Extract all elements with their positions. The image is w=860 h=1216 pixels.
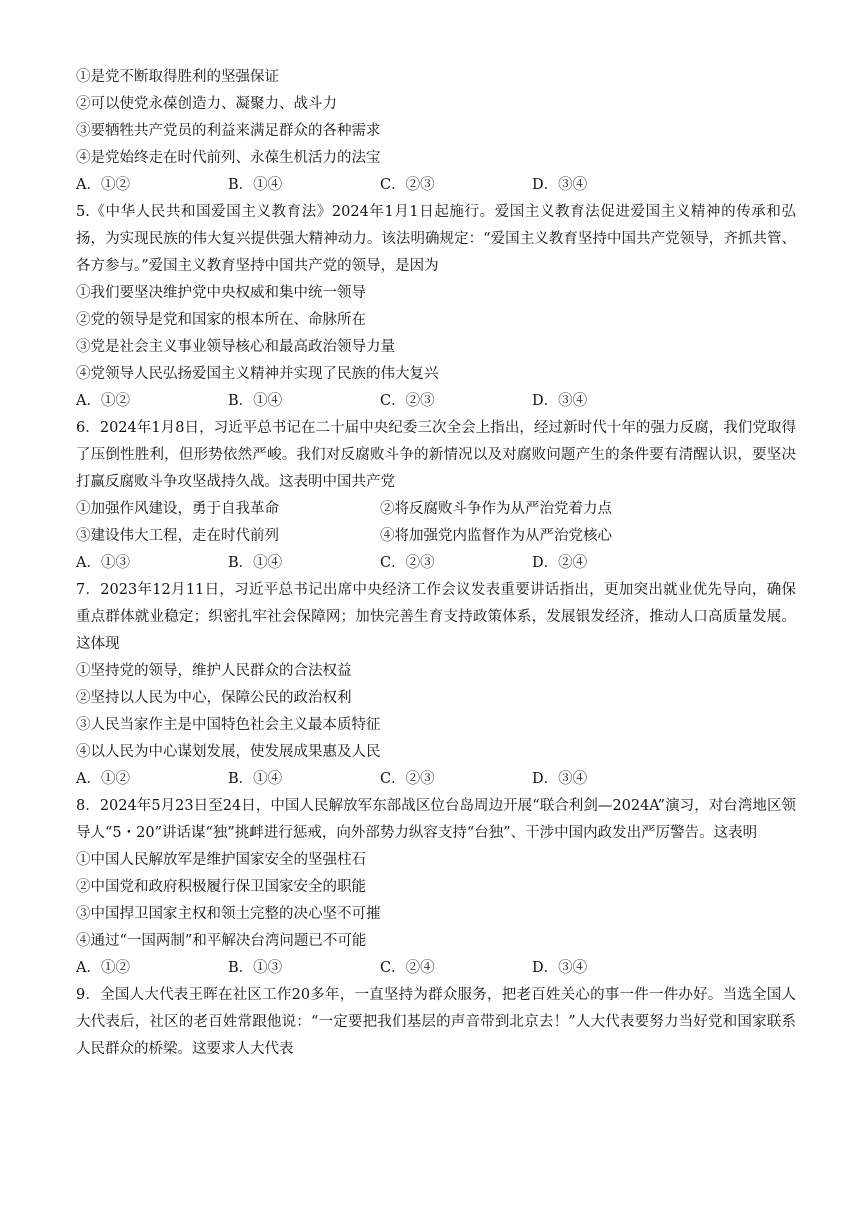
q8-item-3: ③中国捍卫国家主权和领土完整的决心坚不可摧 <box>76 906 381 922</box>
q6-option-a: A．①③ <box>76 555 130 571</box>
q6-item-1: ①加强作风建设，勇于自我革命 <box>76 501 279 517</box>
q4-options <box>76 172 796 199</box>
q8-option-a: A．①② <box>76 960 130 976</box>
q5-item-4: ④党领导人民弘扬爱国主义精神并实现了民族的伟大复兴 <box>76 366 439 382</box>
q4-item-1: ①是党不断取得胜利的坚强保证 <box>76 69 279 85</box>
q8-stem: 8．2024年5月23日至24日，中国人民解放军东部战区位台岛周边开展“联合利剑—2024A”演习，对台湾地区领导人“5・20”讲话谋“独”挑衅进行惩戒，向外部势力纵容支持“台独”、干涉中国内政发出严厉警告。这表明 <box>76 798 796 841</box>
q7-item-3: ③人民当家作主是中国特色社会主义最本质特征 <box>76 717 381 733</box>
q7-options <box>76 766 796 793</box>
q8-option-b: B．①③ <box>228 960 283 976</box>
question-7 <box>76 577 796 793</box>
q8-options <box>76 955 796 982</box>
q6-option-d: D．②④ <box>532 555 588 571</box>
q4-item-2: ②可以使党永葆创造力、凝聚力、战斗力 <box>76 96 337 112</box>
q5-item-3: ③党是社会主义事业领导核心和最高政治领导力量 <box>76 339 395 355</box>
q8-option-c: C．②④ <box>380 960 435 976</box>
q5-options <box>76 388 796 415</box>
q5-stem: 5.《中华人民共和国爱国主义教育法》2024年1月1日起施行。爱国主义教育法促进爱国主义精神的传承和弘扬，为实现民族的伟大复兴提供强大精神动力。该法明确规定：“爱国主义教育坚持中国共产党领导，齐抓共管、各方参与。”爱国主义教育坚持中国共产党的领导，是因为 <box>76 204 796 274</box>
question-4-tail <box>76 64 796 199</box>
q7-stem: 7．2023年12月11日，习近平总书记出席中央经济工作会议发表重要讲话指出，更加突出就业优先导向，确保重点群体就业稳定；织密扎牢社会保障网；加快完善生育支持政策体系，发展银发经济，推动人口高质量发展。这体现 <box>76 582 796 652</box>
q5-option-d: D．③④ <box>532 393 588 409</box>
q6-item-4: ④将加强党内监督作为从严治党核心 <box>380 528 612 544</box>
q6-option-c: C．②③ <box>380 555 435 571</box>
q7-item-4: ④以人民为中心谋划发展，使发展成果惠及人民 <box>76 744 381 760</box>
q7-option-d: D．③④ <box>532 771 588 787</box>
question-6 <box>76 415 796 577</box>
q7-option-b: B．①④ <box>228 771 283 787</box>
q5-option-a: A．①② <box>76 393 130 409</box>
q4-option-d: D．③④ <box>532 177 588 193</box>
q6-items-row-1 <box>76 496 796 523</box>
q7-item-1: ①坚持党的领导，维护人民群众的合法权益 <box>76 663 352 679</box>
q6-item-3: ③建设伟大工程，走在时代前列 <box>76 528 279 544</box>
question-8 <box>76 793 796 982</box>
q8-item-4: ④通过“一国两制”和平解决台湾问题已不可能 <box>76 933 367 949</box>
q4-option-b: B．①④ <box>228 177 283 193</box>
q8-item-2: ②中国党和政府积极履行保卫国家安全的职能 <box>76 879 366 895</box>
q5-option-b: B．①④ <box>228 393 283 409</box>
q7-item-2: ②坚持以人民为中心，保障公民的政治权利 <box>76 690 352 706</box>
q7-option-a: A．①② <box>76 771 130 787</box>
q4-item-4: ④是党始终走在时代前列、永葆生机活力的法宝 <box>76 150 381 166</box>
q6-items-row-2 <box>76 523 796 550</box>
q9-stem: 9．全国人大代表王晖在社区工作20多年，一直坚持为群众服务，把老百姓关心的事一件一件办好。当选全国人大代表后，社区的老百姓常跟他说：“一定要把我们基层的声音带到北京去！”人大代表要努力当好党和国家联系人民群众的桥梁。这要求人大代表 <box>76 987 796 1057</box>
q6-stem: 6．2024年1月8日，习近平总书记在二十届中央纪委三次全会上指出，经过新时代十年的强力反腐，我们党取得了压倒性胜利，但形势依然严峻。我们对反腐败斗争的新情况以及对腐败问题产生的条件要有清醒认识，要坚决打赢反腐败斗争攻坚战持久战。这表明中国共产党 <box>76 420 796 490</box>
q8-item-1: ①中国人民解放军是维护国家安全的坚强柱石 <box>76 852 366 868</box>
q5-item-1: ①我们要坚决维护党中央权威和集中统一领导 <box>76 285 366 301</box>
q7-option-c: C．②③ <box>380 771 435 787</box>
q5-option-c: C．②③ <box>380 393 435 409</box>
question-5 <box>76 199 796 415</box>
q6-option-b: B．①④ <box>228 555 283 571</box>
exam-page <box>76 64 796 1063</box>
q4-item-3: ③要牺牲共产党员的利益来满足群众的各种需求 <box>76 123 381 139</box>
q6-options <box>76 550 796 577</box>
question-9 <box>76 982 796 1063</box>
q5-item-2: ②党的领导是党和国家的根本所在、命脉所在 <box>76 312 366 328</box>
q4-option-c: C．②③ <box>380 177 435 193</box>
q4-option-a: A．①② <box>76 177 130 193</box>
q8-option-d: D．③④ <box>532 960 588 976</box>
q6-item-2: ②将反腐败斗争作为从严治党着力点 <box>380 501 612 517</box>
